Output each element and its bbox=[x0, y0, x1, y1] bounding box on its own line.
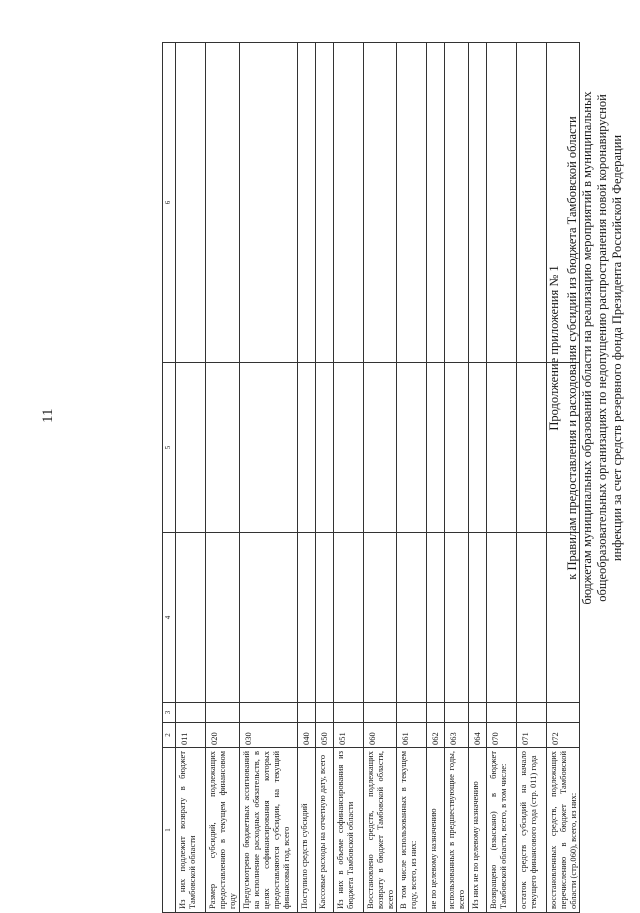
value-cell bbox=[468, 533, 486, 703]
row-label: не по целевому назначению bbox=[427, 748, 445, 913]
value-cell bbox=[315, 703, 333, 723]
header-cell: 4 bbox=[163, 533, 176, 703]
row-code: 061 bbox=[397, 723, 427, 748]
value-cell bbox=[486, 703, 516, 723]
value-cell bbox=[516, 533, 546, 703]
value-cell bbox=[516, 363, 546, 533]
value-cell bbox=[363, 533, 397, 703]
header-cell: 6 bbox=[163, 43, 176, 363]
value-cell bbox=[333, 533, 363, 703]
row-code: 040 bbox=[297, 723, 315, 748]
value-cell bbox=[427, 533, 445, 703]
header-cell: 3 bbox=[163, 703, 176, 723]
report-table-body bbox=[163, 43, 580, 913]
value-cell bbox=[333, 363, 363, 533]
heading-line: к Правилам предоставления и расходования субсидий из бюджета Тамбовской области bbox=[565, 116, 579, 580]
row-code: 071 bbox=[516, 723, 546, 748]
value-cell bbox=[516, 43, 546, 363]
header-cell: 5 bbox=[163, 363, 176, 533]
row-label: Размер субсидий, подлежащих предоставлению в текущем финансовом году bbox=[206, 748, 240, 913]
value-cell bbox=[486, 533, 516, 703]
value-cell bbox=[206, 363, 240, 533]
row-label: Из них подлежит возврату в бюджет Тамбовской области bbox=[176, 748, 206, 913]
value-cell bbox=[397, 533, 427, 703]
table-row bbox=[486, 43, 516, 913]
table-row bbox=[516, 43, 546, 913]
row-code: 063 bbox=[445, 723, 468, 748]
row-label: Кассовые расходы на отчетную дату, всего bbox=[315, 748, 333, 913]
document-heading bbox=[547, 43, 625, 653]
row-label: остаток средств субсидий на начало текущего финансового года (стр. 011) года bbox=[516, 748, 546, 913]
report-table bbox=[162, 42, 580, 913]
table-row bbox=[427, 43, 445, 913]
value-cell bbox=[363, 703, 397, 723]
value-cell bbox=[427, 703, 445, 723]
row-code: 064 bbox=[468, 723, 486, 748]
value-cell bbox=[297, 363, 315, 533]
row-code: 030 bbox=[239, 723, 297, 748]
row-code: 050 bbox=[315, 723, 333, 748]
rotated-page-content bbox=[162, 43, 622, 913]
heading-line: инфекции за счет средств резервного фонда Президента Российской Федерации bbox=[610, 134, 624, 562]
value-cell bbox=[176, 703, 206, 723]
value-cell bbox=[206, 533, 240, 703]
value-cell bbox=[297, 533, 315, 703]
value-cell bbox=[315, 43, 333, 363]
table-row bbox=[363, 43, 397, 913]
row-code: 072 bbox=[546, 723, 580, 748]
row-code: 051 bbox=[333, 723, 363, 748]
value-cell bbox=[427, 43, 445, 363]
row-code: 020 bbox=[206, 723, 240, 748]
value-cell bbox=[468, 43, 486, 363]
row-label: использованных в предшествующие годы, всего bbox=[445, 748, 468, 913]
row-label: В том числе использованных в текущем году, всего, из них: bbox=[397, 748, 427, 913]
table-row bbox=[315, 43, 333, 913]
value-cell bbox=[445, 43, 468, 363]
value-cell bbox=[297, 43, 315, 363]
value-cell bbox=[445, 363, 468, 533]
row-code: 011 bbox=[176, 723, 206, 748]
value-cell bbox=[315, 363, 333, 533]
value-cell bbox=[445, 703, 468, 723]
table-row bbox=[206, 43, 240, 913]
value-cell bbox=[206, 703, 240, 723]
row-label: восстановленных средств, подлежащих перечислению в бюджет Тамбовской области (стр.060), всего, из них: bbox=[546, 748, 580, 913]
value-cell bbox=[206, 43, 240, 363]
value-cell bbox=[239, 703, 297, 723]
value-cell bbox=[468, 363, 486, 533]
table-row bbox=[445, 43, 468, 913]
table-row bbox=[239, 43, 297, 913]
value-cell bbox=[239, 43, 297, 363]
heading-title: Продолжение приложения № 1 bbox=[547, 265, 561, 431]
table-row bbox=[297, 43, 315, 913]
value-cell bbox=[445, 533, 468, 703]
row-label: Из них не по целевому назначению bbox=[468, 748, 486, 913]
row-label: Из них в объеме софинансирования из бюджета Тамбовской области bbox=[333, 748, 363, 913]
value-cell bbox=[397, 703, 427, 723]
header-cell: 1 bbox=[163, 748, 176, 913]
value-cell bbox=[176, 363, 206, 533]
row-label: Восстановлено средств, подлежащих возврату в бюджет Тамбовской области, всего bbox=[363, 748, 397, 913]
value-cell bbox=[297, 703, 315, 723]
table-row bbox=[333, 43, 363, 913]
value-cell bbox=[363, 43, 397, 363]
value-cell bbox=[363, 363, 397, 533]
table-header-row bbox=[163, 43, 176, 913]
value-cell bbox=[427, 363, 445, 533]
row-label: Поступило средств субсидий bbox=[297, 748, 315, 913]
value-cell bbox=[176, 43, 206, 363]
value-cell bbox=[315, 533, 333, 703]
value-cell bbox=[239, 363, 297, 533]
value-cell bbox=[333, 43, 363, 363]
value-cell bbox=[486, 43, 516, 363]
row-code: 060 bbox=[363, 723, 397, 748]
value-cell bbox=[397, 363, 427, 533]
value-cell bbox=[546, 703, 580, 723]
row-code: 062 bbox=[427, 723, 445, 748]
value-cell bbox=[176, 533, 206, 703]
row-code: 070 bbox=[486, 723, 516, 748]
table-row bbox=[468, 43, 486, 913]
table-row bbox=[397, 43, 427, 913]
heading-line: общеобразовательных организациях по недопущению распространения новой коронавирусной bbox=[595, 94, 609, 602]
row-label: Возвращено (взыскано) в бюджет Тамбовской области, всего, в том числе: bbox=[486, 748, 516, 913]
heading-line: бюджетам муниципальных образований области на реализацию мероприятий в муниципальных bbox=[580, 91, 594, 605]
value-cell bbox=[516, 703, 546, 723]
value-cell bbox=[333, 703, 363, 723]
value-cell bbox=[239, 533, 297, 703]
value-cell bbox=[397, 43, 427, 363]
value-cell bbox=[468, 703, 486, 723]
page-number: 11 bbox=[40, 408, 56, 423]
row-label: Предусмотрено бюджетных ассигнований на исполнение расходных обязательств, в целях софинансирования которых предоставляются субсидии, на текущий финансовый год, всего bbox=[239, 748, 297, 913]
value-cell bbox=[486, 363, 516, 533]
table-row bbox=[176, 43, 206, 913]
header-cell: 2 bbox=[163, 723, 176, 748]
